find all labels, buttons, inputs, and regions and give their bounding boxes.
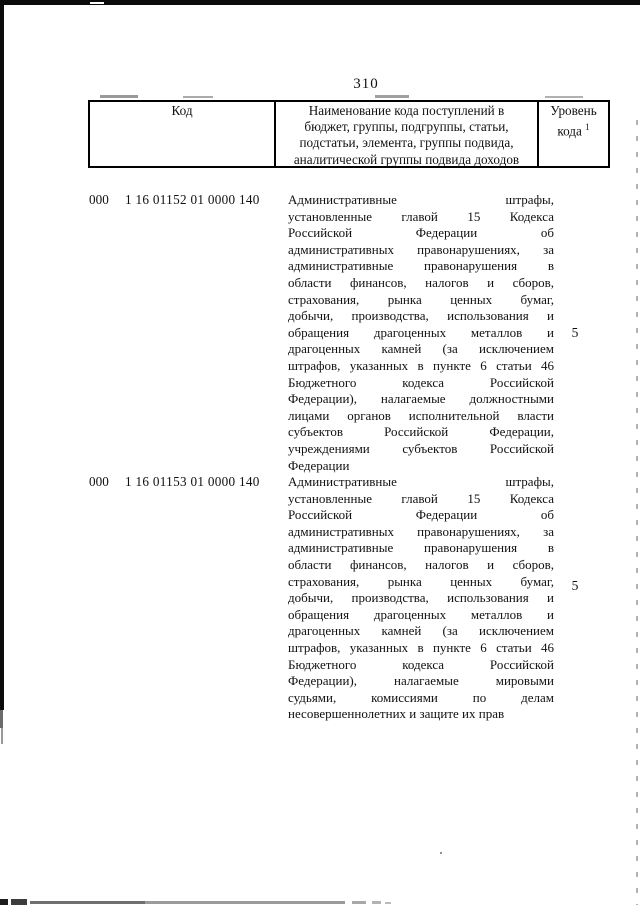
scan-artifact: [372, 901, 381, 904]
header-level-line1: Уровень: [550, 103, 597, 118]
scan-artifact: [145, 901, 345, 904]
scan-artifact: [90, 2, 104, 4]
row-level: 5: [571, 325, 579, 340]
scan-artifact: [440, 852, 442, 854]
scan-artifact: [385, 902, 391, 904]
scan-artifact: [30, 901, 145, 904]
table-row: [0, 474, 640, 724]
table-row: [0, 192, 640, 475]
scan-artifact: [1, 728, 3, 744]
page-number: 310: [353, 76, 379, 92]
row-code-prefix: 000: [89, 192, 109, 207]
row-description: Административные штрафы, установленные главой 15 Кодекса Российской Федерации об административных правонарушениях, за административные правонарушения в области финансов, налогов и сборов, страхования, рынка ценных бумаг, добычи, производства, использования и обращения драгоценных металлов и драгоценных камней (за исключением штрафов, указанных в пункте 6 статьи 46 Бюджетного кодекса Российской Федерации), налагаемые мировыми судьями, комиссиями по делам несовершеннолетних и защите их прав: [288, 474, 554, 722]
header-cell-code: Код: [90, 102, 276, 166]
footnote-marker: 1: [585, 122, 590, 133]
scan-artifact: [11, 899, 27, 905]
row-code-prefix: 000: [89, 474, 109, 489]
header-cell-name: Наименование кода поступлений в бюджет, группы, подгруппы, статьи, подстатьи, элемента, группы подвида, аналитической группы подвида доходов: [276, 102, 539, 166]
row-code: 1 16 01152 01 0000 140: [125, 192, 260, 207]
scan-artifact: [352, 901, 366, 904]
scan-artifact: [0, 899, 8, 905]
scan-artifact: [183, 96, 213, 98]
table-header: [88, 100, 610, 168]
scan-artifact: [100, 95, 138, 98]
scan-artifact: [375, 95, 409, 98]
scan-artifact: [545, 96, 583, 98]
header-cell-level: [539, 102, 608, 166]
row-level: 5: [571, 578, 579, 593]
header-level-line2: кода $^1$: [557, 122, 590, 139]
row-description: Административные штрафы, установленные главой 15 Кодекса Российской Федерации об административных правонарушениях, за административные правонарушения в области финансов, налогов и сборов, страхования, рынка ценных бумаг, добычи, производства, использования и обращения драгоценных металлов и драгоценных камней (за исключением штрафов, указанных в пункте 6 статьи 46 Бюджетного кодекса Российской Федерации), налагаемые должностными лицами органов исполнительной власти субъектов Российской Федерации, учреждениями субъектов Российской Федерации: [288, 192, 554, 473]
row-code: 1 16 01153 01 0000 140: [125, 474, 260, 489]
